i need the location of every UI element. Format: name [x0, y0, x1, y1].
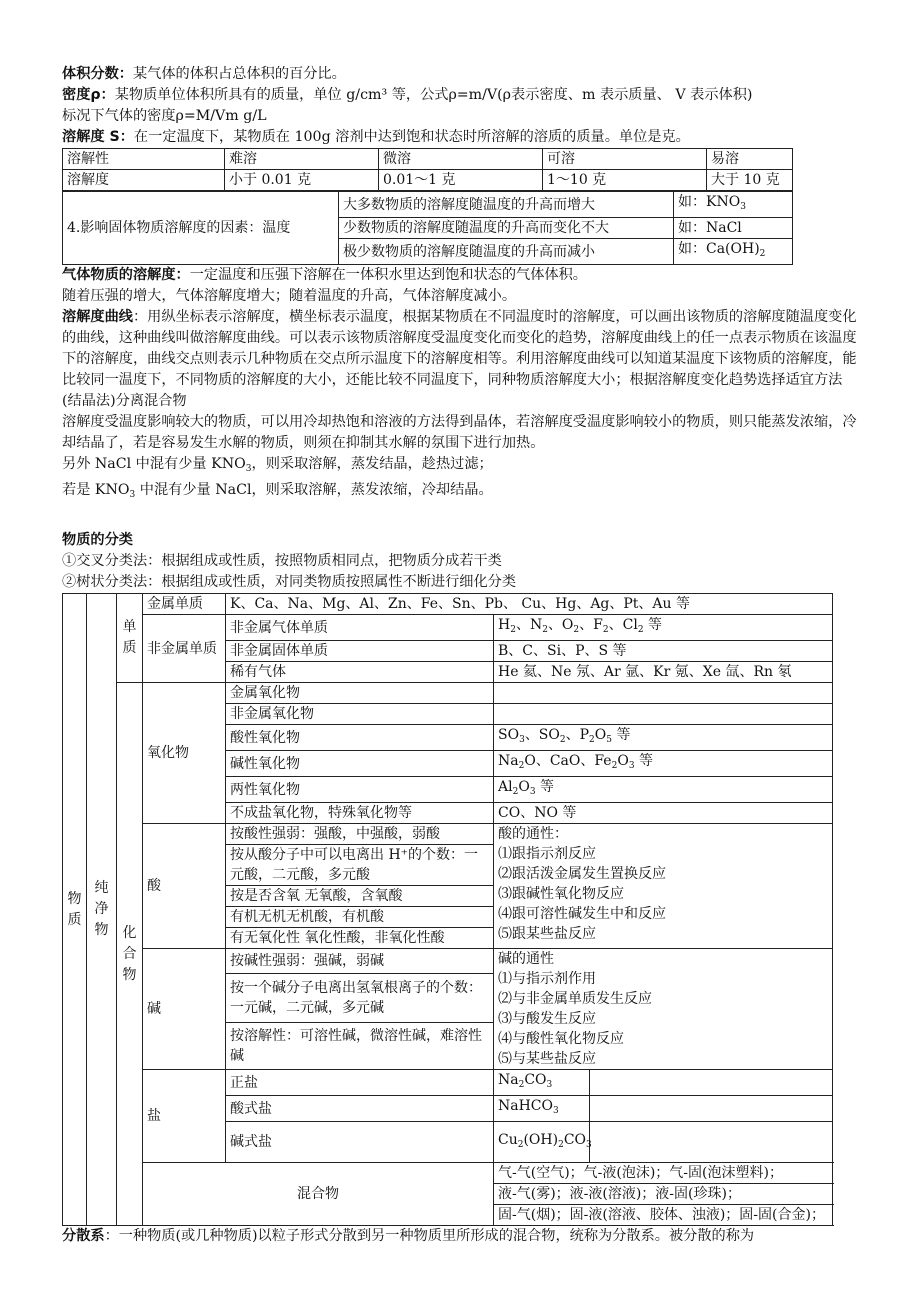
nacl-line: 另外 NaCl 中混有少量 $KNO_3$，则采取溶解，蒸发结晶，趁热过滤；: [62, 456, 493, 474]
density-term: 密度ρ：: [62, 87, 115, 103]
gas-solubility-line: 气体物质的溶解度：一定温度和压强下溶解在一体积水里达到饱和状态的气体体积。: [62, 267, 587, 283]
salt-label: 盐: [143, 1070, 226, 1163]
solubility-term: 溶解度 S：: [62, 129, 134, 145]
density-line-2: 标况下气体的密度ρ=M/Vm g/L: [62, 108, 267, 124]
base-label: 碱: [143, 949, 226, 1070]
solubility-line: 溶解度 S：在一定温度下，某物质在 100g 溶剂中达到饱和状态时所溶解的溶质的质量。单位是克。: [62, 129, 690, 145]
classify-method-1: ①交叉分类法：根据组成或性质，按照物质相同点，把物质分成若干类: [62, 553, 502, 569]
classification-tree-table: 物质 纯净物 单质 金属单质 K、Ca、Na、Mg、Al、Zn、Fe、Sn、Pb、 Cu、Hg、Ag、Pt、Au 等 非金属单质 非金属气体单质 $H_2$、$N_2$、$O_2$、$F_2$、$Cl_2$ 等 非金属固体单质 B、C、Si、P、S 等 稀有气体 He 氦、Ne 氖、Ar 氩、Kr 氪、Xe 氙、Rn 氡 化合物 氧化物 金属氧化物 非金属氧化物 酸性氧化物 $SO_3$、$SO_2$、$P_2O_5$ 等 碱性氧化物 $Na_2O$、CaO、$Fe_2O_3$ 等 两性氧化物 $Al_2O_3$ 等 不成盐氧化物，特殊氧化物等 CO、NO 等 酸 按酸性强弱：强酸，中强酸，弱酸 酸的通性： ⑴跟指示剂反应 ⑵跟活泼金属发生置换反应 ⑶跟碱性氧化物反应 ⑷跟可溶性碱发生中和反应 ⑸跟某些盐反应 按从酸分子中可以电离出 H⁺的个数：一元酸，二元酸，多元酸 按是否含氧 无氧酸，含氧酸 有机无机无机酸，有机酸 有无氧化性 氧化性酸，非氧化性酸 碱 按碱性强弱：强碱，弱碱 碱的通性 ⑴与指示剂作用 ⑵与非金属单质发生反应 ⑶与酸发生反应 ⑷与酸性氧化物反应 ⑸与某些盐反应 按一个碱分子电离出氢氧根离子的个数：一元碱，二元碱，多元碱 按溶解性：可溶性碱，微溶性碱，难溶性碱 盐 正盐 $Na_2CO_3$ 酸式盐 NaHCO$_3$ 碱式盐 $Cu_2(OH)_2CO_3$ 混合物 气-气(空气)；气-液(泡沫)；气-固(泡沫塑料)； 液-气(雾)；液-液(溶液)；液-固(珍珠)； 固-气(烟)；固-液(溶液、胶体、浊液)；固-固(合金)；: [62, 593, 833, 1226]
hun-label: 混合物: [143, 1163, 494, 1226]
vol-frac-term: 体积分数：: [62, 66, 133, 82]
factor-label: 4.影响固体物质溶解度的因素：温度: [63, 192, 339, 265]
density-line: 密度ρ：某物质单位体积所具有的质量，单位 g/cm³ 等，公式ρ=m/V(ρ表示密度、m 表示质量、 V 表示体积): [62, 87, 753, 103]
sol-value-row: 溶解度 小于 0.01 克 0.01～1 克 1～10 克 大于 10 克: [63, 170, 793, 191]
wuzhi-label: 物质: [63, 594, 87, 1226]
acid-label: 酸: [143, 824, 226, 949]
hua-label: 化合物: [117, 683, 143, 1226]
classify-title: 物质的分类: [62, 532, 133, 548]
sol-header-row: 溶解性 难溶 微溶 可溶 易溶: [63, 149, 793, 170]
chun-label: 纯净物: [87, 594, 117, 1226]
gas-solubility-term: 气体物质的溶解度：: [62, 267, 190, 283]
dispersion-line: 分散系：一种物质(或几种物质)以粒子形式分散到另一种物质里所形成的混合物，统称为分散系。被分散的称为: [62, 1228, 755, 1244]
base-general-props: 碱的通性 ⑴与指示剂作用 ⑵与非金属单质发生反应 ⑶与酸发生反应 ⑷与酸性氧化物反应 ⑸与某些盐反应: [494, 949, 833, 1070]
classify-method-2: ②树状分类法：根据组成或性质，对同类物质按照属性不断进行细化分类: [62, 574, 517, 590]
curve-paragraph-2: 溶解度受温度影响较大的物质，可以用冷却热饱和溶液的方法得到晶体，若溶解度受温度影响较小的物质，则只能蒸发浓缩，冷却结晶了，若是容易发生水解的物质，则须在抑制其水解的氛围下进行加热。: [62, 414, 857, 451]
dispersion-term: 分散系: [62, 1228, 105, 1244]
curve-paragraph: 溶解度曲线：用纵坐标表示溶解度，横坐标表示温度，根据某物质在不同温度时的溶解度，可以画出该物质的溶解度随温度变化的曲线，这种曲线叫做溶解度曲线。可以表示该物质溶解度受温度变化而变化的趋势，溶解度曲线上的任一点表示物质在该温度下的溶解度，曲线交点则表示几种物质在交点所示温度下的溶解度相等。利用溶解度曲线可以知道某温度下该物质的溶解度，能比较同一温度下，不同物质的溶解度的大小，还能比较不同温度下，同种物质溶解度大小；根据溶解度变化趋势选择适宜方法(结晶法)分离混合物: [62, 309, 857, 409]
vol-frac-line: 体积分数：某气体的体积占总体积的百分比。: [62, 66, 346, 82]
gas-solubility-line-2: 随着压强的增大，气体溶解度增大；随着温度的升高，气体溶解度减小。: [62, 288, 517, 304]
document-page: [62, 64, 862, 1247]
solubility-factor-table: 4.影响固体物质溶解度的因素：温度 大多数物质的溶解度随温度的升高而增大 如：$KNO_3$ 少数物质的溶解度随温度的升高而变化不大 如：NaCl 极少数物质的溶解度随温度的升高而减小 如：$Ca(OH)_2$: [62, 191, 793, 265]
acid-general-props: 酸的通性： ⑴跟指示剂反应 ⑵跟活泼金属发生置换反应 ⑶跟碱性氧化物反应 ⑷跟可溶性碱发生中和反应 ⑸跟某些盐反应: [494, 824, 833, 949]
curve-term: 溶解度曲线: [62, 309, 133, 325]
solubility-table: [62, 148, 793, 191]
oxide-label: 氧化物: [143, 683, 226, 824]
dan-label: 单质: [117, 594, 143, 683]
kno3-line: 若是 $KNO_3$ 中混有少量 NaCl，则采取溶解，蒸发浓缩，冷却结晶。: [62, 482, 493, 500]
